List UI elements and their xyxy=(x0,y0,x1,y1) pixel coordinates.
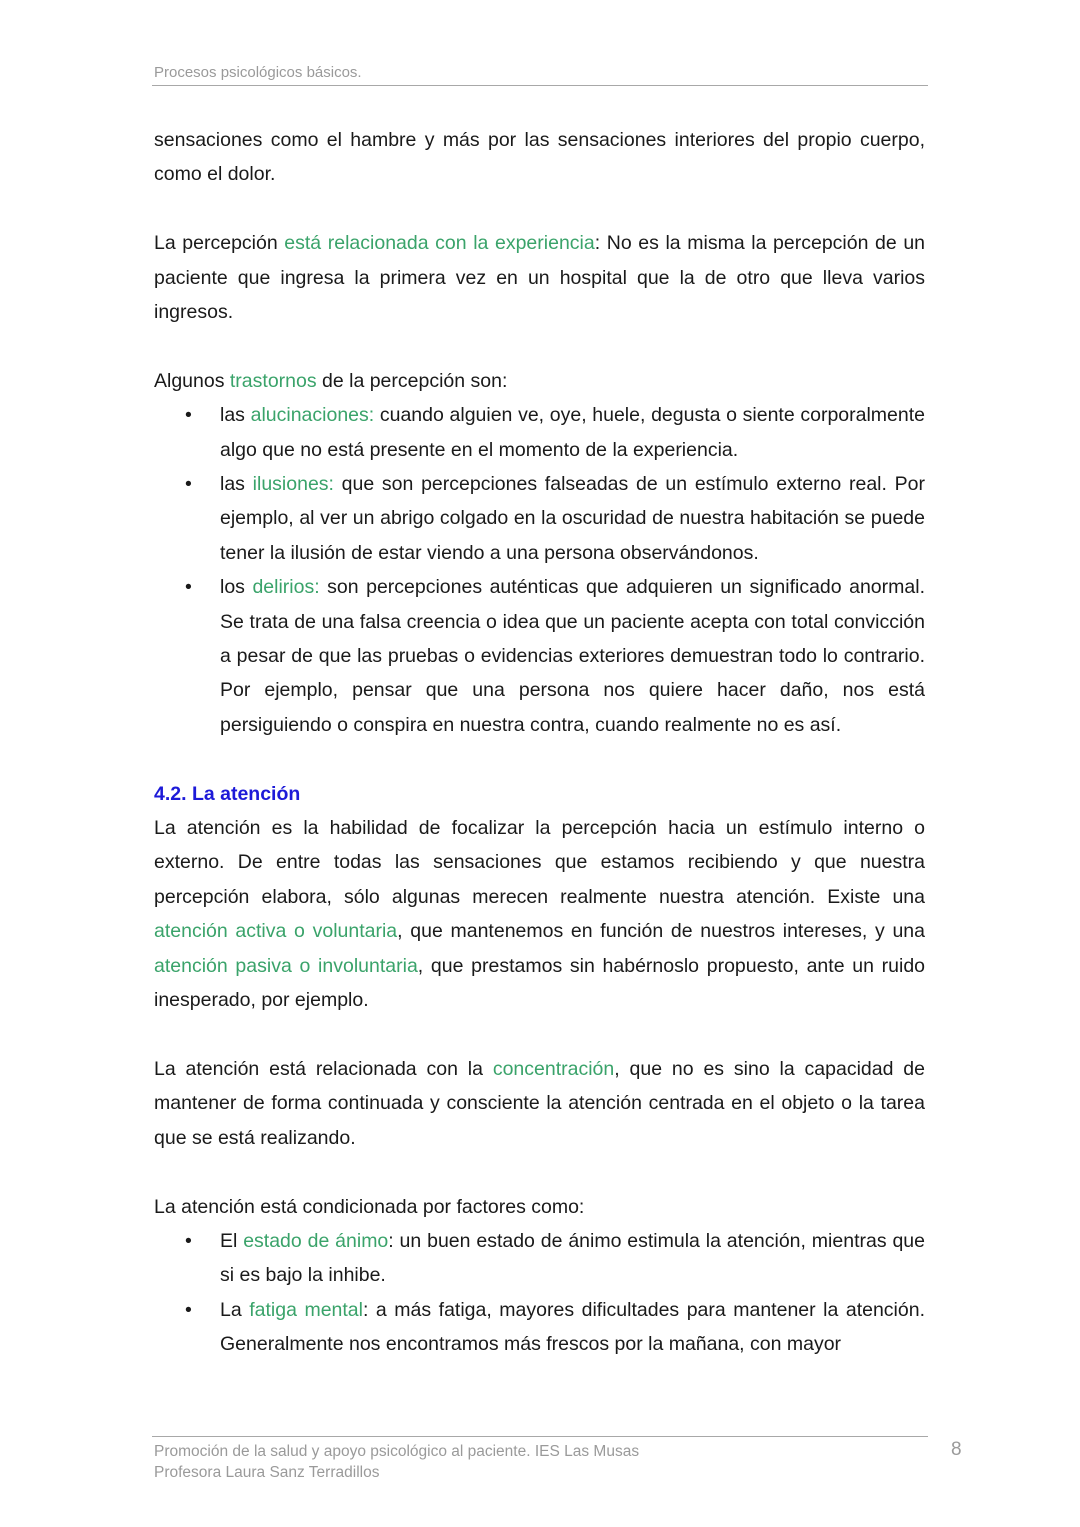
header-rule xyxy=(152,85,928,86)
page-number: 8 xyxy=(951,1439,962,1460)
footer-rule xyxy=(152,1436,928,1437)
highlight-term: atención pasiva o involuntaria xyxy=(154,954,418,977)
paragraph-factors-intro: La atención está condicionada por factores como: xyxy=(154,1195,585,1218)
bullet-icon: • xyxy=(185,1298,192,1321)
highlight-term: concentración xyxy=(492,1057,615,1080)
paragraph-attention-definition: La atención es la habilidad de focalizar la percepción hacia un estímulo interno o externo. De entre todas las sensaciones que estamos recibiendo y que nuestra percepción elabora, sólo algunas merecen realmente nuestra atención. Existe una atención activa o voluntaria, que mantenemos en función de nuestros intereses, y una atención pasiva o involuntaria, que prestamos sin habérnoslo propuesto, ante un ruido inesperado, por ejemplo. xyxy=(154,817,926,1012)
section-heading: 4.2. La atención xyxy=(154,782,301,805)
footer-author: Profesora Laura Sanz Terradillos xyxy=(154,1464,380,1481)
paragraph-continuation: sensaciones como el hambre y más por las sensaciones interiores del propio cuerpo, como el dolor. xyxy=(154,129,925,186)
highlight-term: trastornos xyxy=(229,369,317,392)
paragraph-disorders-intro: Algunos trastornos de la percepción son: xyxy=(154,369,508,392)
running-header: Procesos psicológicos básicos. xyxy=(154,64,362,81)
highlight-term: atención activa o voluntaria xyxy=(154,920,398,943)
bullet-icon: • xyxy=(185,576,192,599)
footer-course: Promoción de la salud y apoyo psicológico al paciente. IES Las Musas xyxy=(154,1443,640,1460)
bullet-icon: • xyxy=(185,1229,192,1252)
list-item: • los delirios: son percepciones auténticas que adquieren un significado anormal. Se trata de una falsa creencia o idea que un paciente acepta con total convicción a pesar de que las pruebas o evidencias exteriores demuestran todo lo contrario. Por ejemplo, pensar que una persona nos quiere hacer daño, nos está persiguiendo o conspira en nuestra contra, cuando realmente no es así. xyxy=(154,570,925,742)
list-item: • las ilusiones: que son percepciones falseadas de un estímulo externo real. Por ejemplo, al ver un abrigo colgado en la oscuridad de nuestra habitación se puede tener la ilusión de estar viendo a una persona observándonos. xyxy=(154,467,925,570)
footer xyxy=(154,1441,639,1483)
paragraph-perception-experience: La percepción está relacionada con la experiencia: No es la misma la percepción de un paciente que ingresa la primera vez en un hospital que la de otro que lleva varios ingresos. xyxy=(154,232,926,324)
list-item: • El estado de ánimo: un buen estado de ánimo estimula la atención, mientras que si es bajo la inhibe. xyxy=(154,1224,925,1293)
bullet-icon: • xyxy=(185,473,192,496)
page-body xyxy=(154,123,925,1362)
highlight-term: está relacionada con la experiencia xyxy=(284,232,595,255)
highlight-term: ilusiones: xyxy=(252,473,334,496)
bullet-icon: • xyxy=(185,404,192,427)
highlight-term: fatiga mental xyxy=(249,1298,363,1321)
list-item: • las alucinaciones: cuando alguien ve, oye, huele, degusta o siente corporalmente algo que no está presente en el momento de la experiencia. xyxy=(154,398,925,467)
factors-list xyxy=(154,1224,925,1362)
disorders-list xyxy=(154,398,925,742)
highlight-term: delirios: xyxy=(252,576,320,599)
list-item: • La fatiga mental: a más fatiga, mayores dificultades para mantener la atención. Generalmente nos encontramos más frescos por la mañana, con mayor xyxy=(154,1293,925,1362)
paragraph-concentration: La atención está relacionada con la concentración, que no es sino la capacidad de mantener de forma continuada y consciente la atención centrada en el objeto o la tarea que se está realizando. xyxy=(154,1057,925,1149)
highlight-term: alucinaciones: xyxy=(250,404,375,427)
highlight-term: estado de ánimo xyxy=(243,1229,389,1252)
